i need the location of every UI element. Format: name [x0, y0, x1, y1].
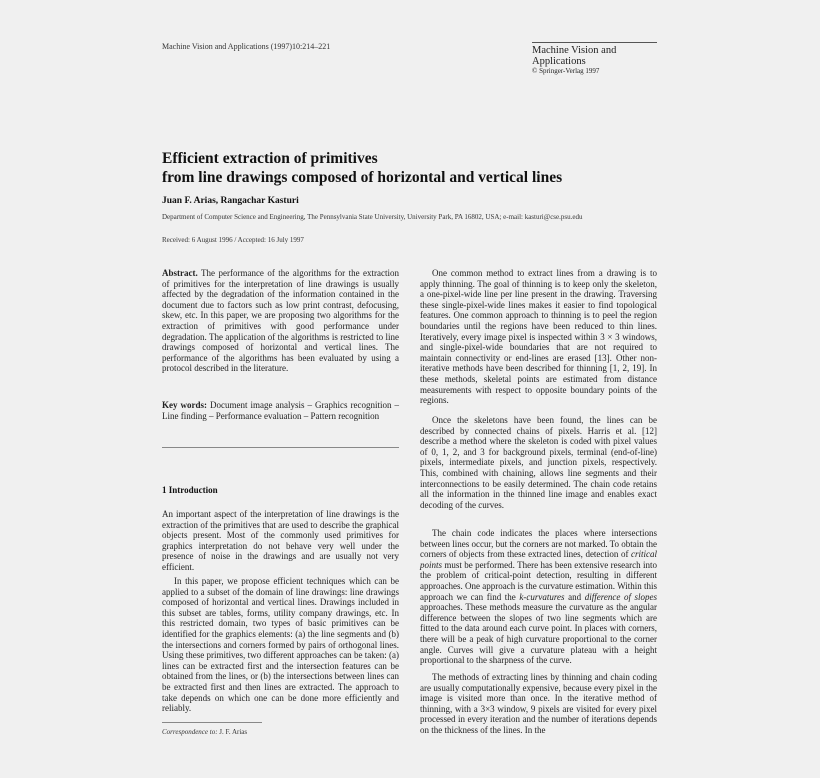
footnote-text: J. F. Arias: [219, 728, 248, 736]
body-paragraph-chains: Once the skeletons have been found, the lines can be described by connected chains of pixels. Harris et al. [12] describe a method where the skeleton is coded with pixel values of 0, 1, 2, and 3 for background pixels, terminal (end-of-line) pixels, intermediate pixels, and junction pixels, respectively. This, combined with chaining, allows line segments and their interconnections to be easily determined. The chain code retains all the information in the thinned line image and enables exact decoding of the curves.: [420, 415, 657, 510]
keywords: [162, 400, 399, 421]
journal-name-line2: Applications: [532, 56, 586, 67]
received-date: Received: 6 August 1996 / Accepted: 16 July 1997: [162, 236, 304, 244]
title-line2: from line drawings composed of horizontal and vertical lines: [162, 169, 563, 186]
title-line1: Efficient extraction of primitives: [162, 150, 378, 167]
body-paragraph-thinning: One common method to extract lines from a drawing is to apply thinning. The goal of thinning is to keep only the skeleton, a one-pixel-wide line per line present in the drawing. Traversing these single-pixel-wide lines makes it easier to find topological features. One common approach to thinning is to peel the region boundaries until the regions have been reduced to thin lines. Iteratively, every image pixel is inspected within 3 × 3 windows, and single-pixel-wide boundaries that are not required to maintain connectivity or end-lines are erased [13]. Other non-iterative methods have been described for thinning [1, 2, 19]. In these methods, skeletal points are estimated from distance measurements with respect to opposite boundary points of the regions.: [420, 268, 657, 406]
intro-paragraph-2: In this paper, we propose efficient techniques which can be applied to a subset of the domain of line drawings: line drawings composed of horizontal and vertical lines. Drawings included in this subset are tables, forms, utility company drawings, etc. In this restricted domain, two types of basic primitives can be identified for the graphics elements: (a) the line segments and (b) the intersections and corners formed by pairs of orthogonal lines. Using these primitives, two different approaches can be taken: (a) lines can be extracted first and the intersection features can be obtained from the lines, or (b) the intersections between lines can be extracted first and then lines are extracted. The approach to take depends on which one can be done more efficiently and reliably.: [162, 576, 399, 714]
abstract: [162, 268, 399, 374]
paper-title: [162, 149, 562, 187]
chain-code-text-b: must be performed. There has been extensive research into the problem of critical-point detection, resulting in different approaches. One approach is the curvature estimation. Within this approach we can find the: [420, 559, 658, 602]
journal-name-block: [532, 45, 616, 76]
footnote: [162, 728, 247, 736]
journal-citation: Machine Vision and Applications (1997)10:214–221: [162, 42, 331, 51]
difference-of-slopes-term: difference of slopes: [584, 591, 658, 602]
body-paragraph-cost: The methods of extracting lines by thinning and chain coding are usually computationally expensive, because every pixel in the image is visited more than once. In the iterative method of thinning, with a 3×3 window, 9 pixels are visited for every pixel processed in every iteration and the number of iterations depends on the thickness of the lines. In the: [420, 672, 657, 735]
chain-code-text-c: and: [568, 591, 582, 602]
abstract-label: Abstract.: [162, 268, 198, 278]
copyright-notice: © Springer-Verlag 1997: [532, 67, 600, 75]
body-paragraph-chain-code: [420, 528, 657, 666]
abstract-rule: [162, 447, 399, 448]
footnote-rule: [162, 722, 262, 723]
journal-name-line1: Machine Vision and: [532, 45, 617, 56]
section-heading-introduction: 1 Introduction: [162, 485, 218, 495]
k-curvatures-term: k-curvatures: [519, 591, 565, 602]
keywords-text: Document image analysis – Graphics recognition – Line finding – Performance evaluation – Pattern recognition: [162, 400, 400, 421]
intro-paragraph-1: An important aspect of the interpretation of line drawings is the extraction of the primitives that are used to describe the graphical objects present. Most of the commonly used primitives for graphics interpretation do not behave very well under the presence of noise in the drawings and are usually not very efficient.: [162, 509, 399, 572]
keywords-label: Key words:: [162, 400, 207, 410]
footnote-label: Correspondence to:: [162, 728, 218, 736]
affiliation: Department of Computer Science and Engineering, The Pennsylvania State University, University Park, PA 16802, USA; e-mail: kasturi@cse.psu.edu: [162, 213, 583, 221]
chain-code-text-d: approaches. These methods measure the curvature as the angular difference between the slopes of two line segments which are fitted to the data around each curve point. In places with corners, there will be a peak of high curvature proportional to the corner angle. Curves will give a curvature plateau with a height proportional to the sharpness of the curve.: [420, 602, 657, 666]
critical-points-term: critical points: [420, 549, 658, 570]
abstract-text: The performance of the algorithms for the extraction of primitives for the interpretation of line drawings is usually affected by the degradation of the information contained in the document due to factors such as low print contrast, defocusing, skew, etc. In this paper, we are proposing two algorithms for the extraction of primitives with good performance under degradation. The application of the algorithms is restricted to line drawings composed of horizontal and vertical lines. The performance of the algorithms has been evaluated by using a protocol described in the literature.: [162, 268, 399, 374]
chain-code-text-a: The chain code indicates the places where intersections between lines occur, but the corners are not marked. To obtain the corners of objects from these extracted lines, detection of: [420, 528, 658, 560]
author-list: Juan F. Arias, Rangachar Kasturi: [162, 196, 299, 206]
header-rule: [532, 42, 657, 43]
